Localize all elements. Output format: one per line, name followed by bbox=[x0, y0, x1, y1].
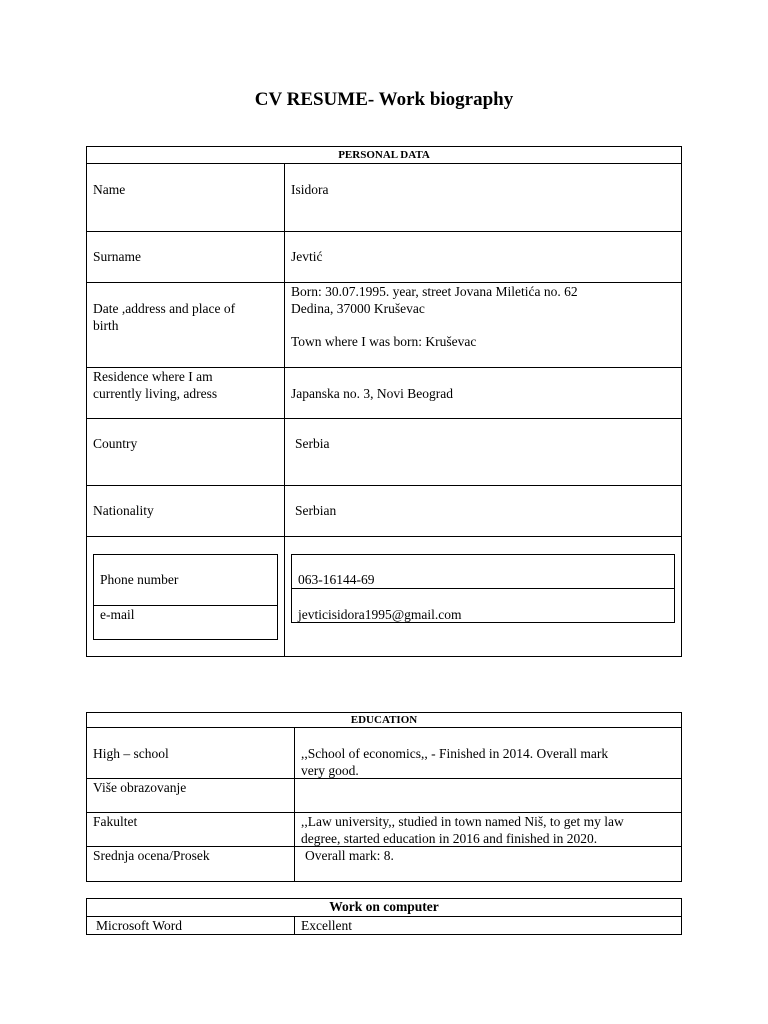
prosek-value: Overall mark: 8. bbox=[305, 848, 394, 863]
surname-label: Surname bbox=[93, 249, 141, 264]
country-value: Serbia bbox=[295, 436, 330, 451]
education-header: EDUCATION bbox=[350, 714, 418, 726]
divider bbox=[86, 536, 682, 537]
name-label: Name bbox=[93, 182, 126, 197]
fakultet-value-line1: ,,Law university,, studied in town named Niš, to get my law bbox=[301, 814, 624, 829]
title-rest: - Work biography bbox=[367, 89, 514, 110]
high-school-value-line2: very good. bbox=[301, 763, 359, 778]
birth-label-line2: birth bbox=[93, 318, 119, 333]
high-school-value-line1: ,,School of economics,, - Finished in 2014. Overall mark bbox=[301, 746, 609, 761]
phone-value: 063-16144-69 bbox=[298, 572, 375, 587]
nationality-label: Nationality bbox=[93, 503, 154, 518]
high-school-label: High – school bbox=[93, 746, 169, 761]
fakultet-value-line2: degree, started education in 2016 and finished in 2020. bbox=[301, 831, 598, 846]
computer-header: Work on computer bbox=[329, 899, 439, 914]
divider bbox=[86, 163, 682, 164]
email-label: e-mail bbox=[100, 607, 135, 622]
prosek-label: Srednja ocena/Prosek bbox=[93, 848, 210, 863]
name-value: Isidora bbox=[291, 182, 329, 197]
divider bbox=[86, 231, 682, 232]
phone-label: Phone number bbox=[100, 572, 179, 587]
divider bbox=[86, 727, 682, 728]
nationality-value: Serbian bbox=[295, 503, 337, 518]
surname-value: Jevtić bbox=[291, 249, 323, 264]
birth-value-line2: Dedina, 37000 Kruševac bbox=[291, 301, 425, 316]
vise-obrazovanje-label: Više obrazovanje bbox=[93, 780, 187, 795]
residence-label-line2: currently living, adress bbox=[93, 386, 218, 401]
title-main: CV RESUME bbox=[254, 89, 368, 110]
divider bbox=[86, 418, 682, 419]
birth-label-line1: Date ,address and place of bbox=[93, 301, 236, 316]
birth-value-line1: Born: 30.07.1995. year, street Jovana Miletića no. 62 bbox=[291, 284, 578, 299]
divider bbox=[294, 916, 295, 935]
microsoft-word-label: Microsoft Word bbox=[96, 918, 183, 933]
personal-data-header: PERSONAL DATA bbox=[338, 149, 430, 161]
contact-labels-box bbox=[93, 554, 278, 640]
birth-town: Town where I was born: Kruševac bbox=[291, 334, 477, 349]
divider bbox=[86, 485, 682, 486]
divider bbox=[294, 727, 295, 882]
country-label: Country bbox=[93, 436, 138, 451]
divider bbox=[284, 163, 285, 657]
divider bbox=[291, 588, 675, 589]
residence-value: Japanska no. 3, Novi Beograd bbox=[291, 386, 453, 401]
document-title bbox=[0, 89, 768, 111]
residence-label-line1: Residence where I am bbox=[93, 369, 213, 384]
email-value: jevticisidora1995@gmail.com bbox=[298, 607, 462, 622]
fakultet-label: Fakultet bbox=[93, 814, 138, 829]
microsoft-word-value: Excellent bbox=[301, 918, 352, 933]
